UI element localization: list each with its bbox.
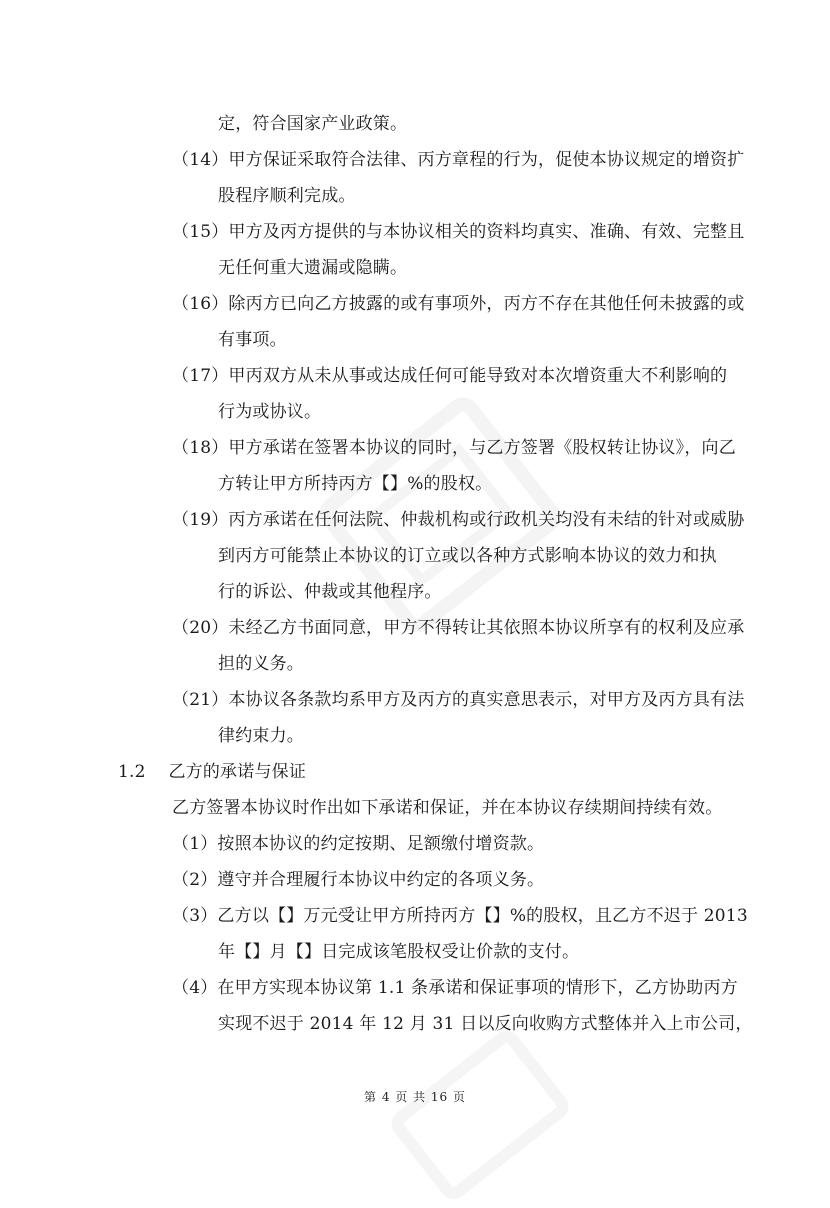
text-line: 年【】月【】日完成该笔股权受让价款的支付。: [218, 942, 580, 962]
text-line: 乙方签署本协议时作出如下承诺和保证，并在本协议存续期间持续有效。: [172, 798, 723, 818]
text-line: 行的诉讼、仲裁或其他程序。: [218, 582, 442, 602]
clause-17: （17）甲丙双方从未从事或达成任何可能导致对本次增资重大不利影响的: [172, 366, 728, 386]
text-line: 定，符合国家产业政策。: [218, 114, 408, 134]
text-line: 到丙方可能禁止本协议的订立或以各种方式影响本协议的效力和执: [218, 546, 717, 566]
text-line: 有事项。: [218, 330, 287, 350]
text-line: 担的义务。: [218, 654, 304, 674]
text-line: 无任何重大遗漏或隐瞒。: [218, 258, 408, 278]
text-line: 律约束力。: [218, 726, 304, 746]
watermark-icon: [383, 1022, 577, 1207]
section-heading: 1.2 乙方的承诺与保证: [118, 762, 307, 782]
clause-20: （20）未经乙方书面同意，甲方不得转让其依照本协议所享有的权利及应承: [172, 618, 745, 638]
clause-18: （18）甲方承诺在签署本协议的同时，与乙方签署《股权转让协议》，向乙: [172, 438, 736, 458]
clause-b1: （1）按照本协议的约定按期、足额缴付增资款。: [172, 834, 545, 854]
text-line: 实现不迟于 2014 年 12 月 31 日以反向收购方式整体并入上市公司，: [218, 1014, 753, 1034]
clause-15: （15）甲方及丙方提供的与本协议相关的资料均真实、准确、有效、完整且: [172, 222, 745, 242]
text-line: 方转让甲方所持丙方【】%的股权。: [218, 474, 493, 494]
clause-b3: （3）乙方以【】万元受让甲方所持丙方【】%的股权，且乙方不迟于 2013: [172, 906, 748, 926]
text-line: 股程序顺利完成。: [218, 186, 356, 206]
clause-19: （19）丙方承诺在任何法院、仲裁机构或行政机关均没有未结的针对或威胁: [172, 510, 745, 530]
text-line: 行为或协议。: [218, 402, 322, 422]
clause-16: （16）除丙方已向乙方披露的或有事项外，丙方不存在其他任何未披露的或: [172, 294, 745, 314]
clause-b2: （2）遵守并合理履行本协议中约定的各项义务。: [172, 870, 545, 890]
clause-21: （21）本协议各条款均系甲方及丙方的真实意思表示，对甲方及丙方具有法: [172, 690, 745, 710]
page-footer: 第 4 页 共 16 页: [364, 1090, 466, 1104]
clause-b4: （4）在甲方实现本协议第 1.1 条承诺和保证事项的情形下，乙方协助丙方: [172, 978, 738, 998]
clause-14: （14）甲方保证采取符合法律、丙方章程的行为，促使本协议规定的增资扩: [172, 150, 745, 170]
